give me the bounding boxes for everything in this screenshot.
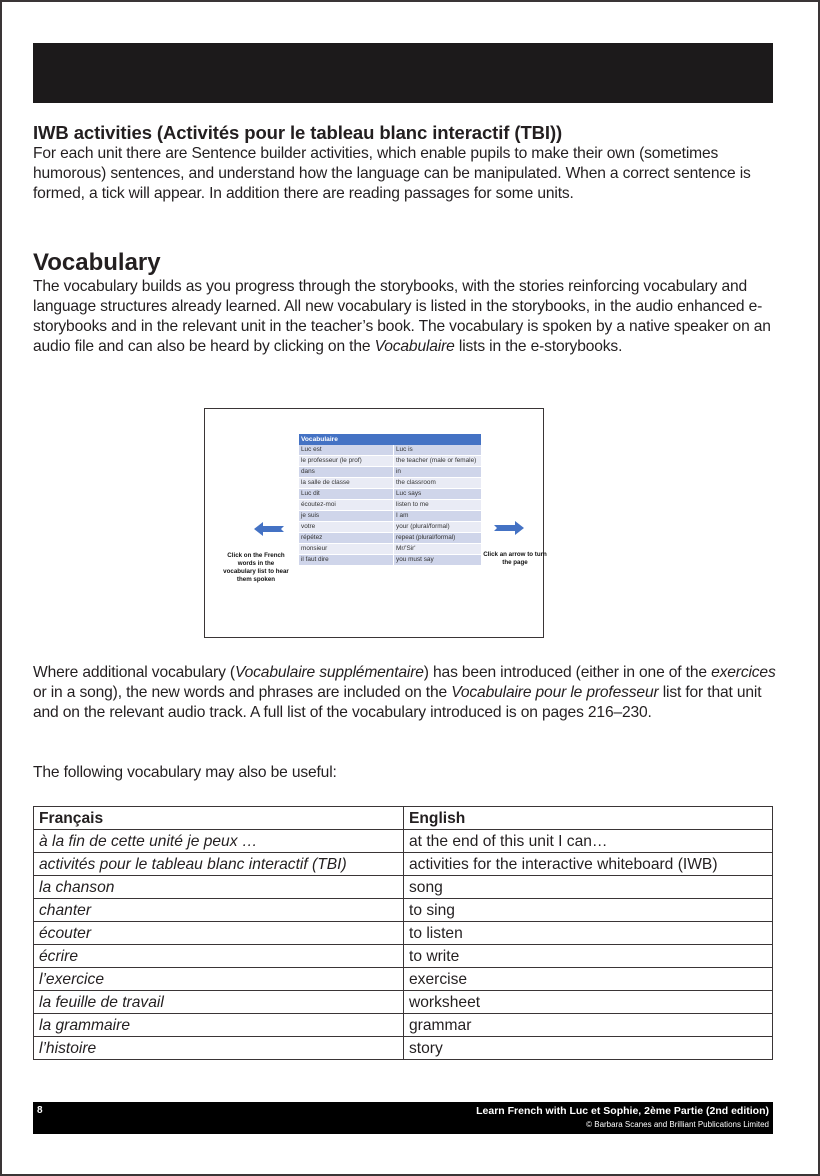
mini-table-row xyxy=(299,544,481,555)
mini-english-word: listen to me xyxy=(394,500,482,511)
copyright: © Barbara Scanes and Brilliant Publications Limited xyxy=(586,1120,769,1129)
mini-french-word[interactable]: la salle de classe xyxy=(299,478,394,489)
header-bar xyxy=(33,43,773,103)
vocabulaire-mini-table xyxy=(299,434,481,566)
english-cell: grammar xyxy=(404,1014,773,1037)
caption-click-arrow: Click an arrow to turn the page xyxy=(483,551,547,566)
italic-run: Vocabulaire pour le professeur xyxy=(451,684,659,701)
french-cell: chanter xyxy=(34,899,404,922)
english-cell: worksheet xyxy=(404,991,773,1014)
vocab-body-italic: Vocabulaire xyxy=(374,338,455,355)
mini-english-word: you must say xyxy=(394,555,482,566)
table-header-row xyxy=(34,807,773,830)
vocab-body-end: lists in the e-storybooks. xyxy=(454,338,623,355)
mini-english-word: your (plural/formal) xyxy=(394,522,482,533)
french-cell: la chanson xyxy=(34,876,404,899)
table-row xyxy=(34,853,773,876)
table-row xyxy=(34,922,773,945)
page-number: 8 xyxy=(37,1105,43,1116)
header-francais: Français xyxy=(34,807,404,830)
mini-french-word[interactable]: Luc est xyxy=(299,445,394,456)
useful-vocab-intro: The following vocabulary may also be useful: xyxy=(33,764,337,781)
section-vocabulary xyxy=(33,249,778,357)
mini-table-row xyxy=(299,555,481,566)
mini-english-word: the teacher (male or female) xyxy=(394,456,482,467)
mini-table-row xyxy=(299,500,481,511)
french-cell: activités pour le tableau blanc interactif (TBI) xyxy=(34,853,404,876)
mini-table-row xyxy=(299,478,481,489)
table-row xyxy=(34,1037,773,1060)
mini-table-row xyxy=(299,533,481,544)
mini-table-row xyxy=(299,522,481,533)
mini-french-word[interactable]: Luc dit xyxy=(299,489,394,500)
mini-english-word: Luc says xyxy=(394,489,482,500)
section-vocabulary-body xyxy=(33,277,778,357)
french-cell: la feuille de travail xyxy=(34,991,404,1014)
arrow-right-icon[interactable] xyxy=(494,521,524,535)
section-additional-vocab xyxy=(33,663,778,723)
text-run: ) has been introduced (either in one of the xyxy=(423,664,712,681)
section-iwb-body: For each unit there are Sentence builder activities, which enable pupils to make their own (sometimes humorous) sentences, and understand how the language can be manipulated. When a correct sentence is formed, a tick will appear. In addition there are reading passages for some units. xyxy=(33,145,751,202)
french-cell: la grammaire xyxy=(34,1014,404,1037)
italic-run: exercices xyxy=(711,664,776,681)
vocabulaire-mini-title: Vocabulaire xyxy=(299,434,481,445)
french-cell: à la fin de cette unité je peux … xyxy=(34,830,404,853)
mini-english-word: Mr/'Sir' xyxy=(394,544,482,555)
caption-click-french-words: Click on the French words in the vocabulary list to hear them spoken xyxy=(223,552,289,583)
book-title: Learn French with Luc et Sophie, 2ème Partie (2nd edition) xyxy=(476,1105,769,1117)
mini-french-word[interactable]: je suis xyxy=(299,511,394,522)
mini-english-word: I am xyxy=(394,511,482,522)
english-cell: at the end of this unit I can… xyxy=(404,830,773,853)
additional-vocab-paragraph xyxy=(33,663,778,723)
table-row xyxy=(34,899,773,922)
mini-english-word: in xyxy=(394,467,482,478)
english-cell: to listen xyxy=(404,922,773,945)
mini-french-word[interactable]: il faut dire xyxy=(299,555,394,566)
mini-french-word[interactable]: dans xyxy=(299,467,394,478)
french-cell: écrire xyxy=(34,945,404,968)
english-cell: song xyxy=(404,876,773,899)
french-cell: l’exercice xyxy=(34,968,404,991)
french-cell: l’histoire xyxy=(34,1037,404,1060)
mini-english-word: the classroom xyxy=(394,478,482,489)
mini-table-row xyxy=(299,489,481,500)
french-cell: écouter xyxy=(34,922,404,945)
english-cell: activities for the interactive whiteboard (IWB) xyxy=(404,853,773,876)
english-cell: story xyxy=(404,1037,773,1060)
table-row xyxy=(34,991,773,1014)
section-vocabulary-heading: Vocabulary xyxy=(33,249,161,276)
header-english: English xyxy=(404,807,773,830)
mini-table-row xyxy=(299,456,481,467)
vocab-body-text: The vocabulary builds as you progress through the storybooks, with the stories reinforcing vocabulary and language structures already learned. All new vocabulary is listed in the storybooks, in the audio enhanced e-storybooks and in the relevant unit in the teacher’s book. The vocabulary is spoken by a native speaker on an audio file and can also be heard by clicking on the xyxy=(33,278,771,355)
text-run: list for that unit and on the relevant audio track. A full list of the vocabulary introduced is on pages 216–230. xyxy=(33,684,762,721)
english-cell: exercise xyxy=(404,968,773,991)
mini-french-word[interactable]: monsieur xyxy=(299,544,394,555)
arrow-left-icon[interactable] xyxy=(254,522,284,536)
mini-table-row xyxy=(299,511,481,522)
italic-run: Vocabulaire supplémentaire xyxy=(234,664,424,681)
mini-english-word: Luc is xyxy=(394,445,482,456)
table-row xyxy=(34,945,773,968)
section-iwb xyxy=(33,122,778,204)
table-row xyxy=(34,830,773,853)
english-cell: to sing xyxy=(404,899,773,922)
mini-french-word[interactable]: votre xyxy=(299,522,394,533)
mini-french-word[interactable]: écoutez-moi xyxy=(299,500,394,511)
mini-table-row xyxy=(299,467,481,478)
table-row xyxy=(34,1014,773,1037)
table-row xyxy=(34,968,773,991)
mini-table-row xyxy=(299,445,481,456)
section-iwb-heading: IWB activities (Activités pour le tableau blanc interactif (TBI)) xyxy=(33,122,563,143)
text-run: Where additional vocabulary ( xyxy=(33,664,235,681)
mini-french-word[interactable]: répétez xyxy=(299,533,394,544)
section-useful-vocab-intro xyxy=(33,763,778,783)
footer-bar xyxy=(33,1102,773,1134)
table-row xyxy=(34,876,773,899)
vocabulary-table xyxy=(33,806,773,1060)
text-run: or in a song), the new words and phrases are included on the xyxy=(33,684,452,701)
e-storybook-screenshot xyxy=(204,408,547,638)
english-cell: to write xyxy=(404,945,773,968)
mini-english-word: repeat (plural/formal) xyxy=(394,533,482,544)
mini-french-word[interactable]: le professeur (le prof) xyxy=(299,456,394,467)
